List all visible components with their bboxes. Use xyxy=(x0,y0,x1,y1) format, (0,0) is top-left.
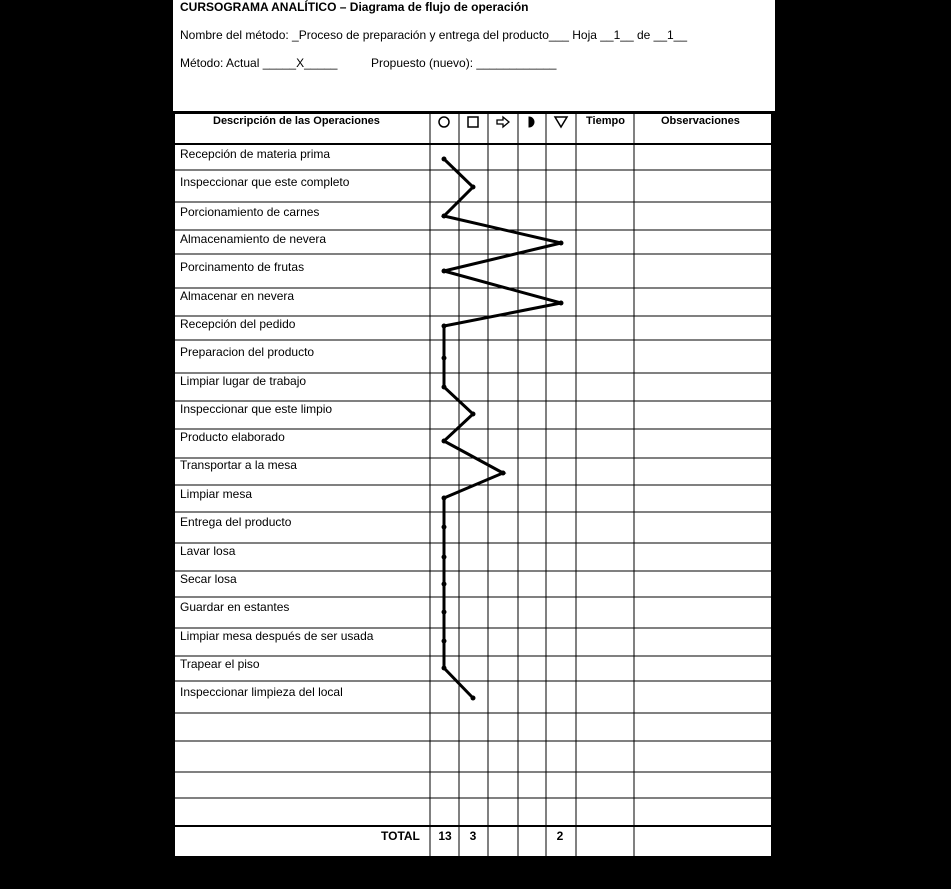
flow-point xyxy=(471,412,476,417)
operation-row-label: Porcinamento de frutas xyxy=(180,260,305,274)
flow-point xyxy=(442,525,447,530)
flow-point xyxy=(442,385,447,390)
flow-point xyxy=(471,185,476,190)
operation-row-label: Porcionamiento de carnes xyxy=(180,205,320,219)
column-header-time: Tiempo xyxy=(586,115,625,127)
operation-row-label: Entrega del producto xyxy=(180,515,292,529)
operation-row-label: Preparacion del producto xyxy=(180,345,315,359)
operation-row-label: Guardar en estantes xyxy=(180,600,290,614)
flow-point xyxy=(559,301,564,306)
page-title: CURSOGRAMA ANALÍTICO – Diagrama de flujo de operación xyxy=(180,0,529,14)
flow-point xyxy=(442,555,447,560)
flow-point xyxy=(442,639,447,644)
triangle-down-icon xyxy=(555,117,567,127)
operation-row-label: Inspeccionar que este completo xyxy=(180,175,350,189)
column-header-description: Descripción de las Operaciones xyxy=(213,115,380,127)
flow-point xyxy=(442,610,447,615)
operation-row-label: Secar losa xyxy=(180,572,237,586)
operations-table xyxy=(173,112,773,858)
operation-row-label: Transportar a la mesa xyxy=(180,458,297,472)
flow-point xyxy=(442,157,447,162)
operation-row-label: Almacenamiento de nevera xyxy=(180,232,327,246)
operation-row-label: Limpiar lugar de trabajo xyxy=(180,374,307,388)
operation-row-label: Almacenar en nevera xyxy=(180,289,295,303)
flow-point xyxy=(442,496,447,501)
table-grid xyxy=(173,112,773,858)
square-icon xyxy=(468,117,478,127)
operation-row-label: Inspeccionar que este limpio xyxy=(180,402,333,416)
method-status: Método: Actual _____X_____ xyxy=(180,56,338,70)
operation-row-label: Limpiar mesa xyxy=(180,487,253,501)
flow-point xyxy=(471,696,476,701)
arrow-right-icon xyxy=(497,117,509,127)
flow-point xyxy=(501,471,506,476)
column-header-observations: Observaciones xyxy=(661,115,740,127)
operation-row-label: Trapear el piso xyxy=(180,657,260,671)
operation-row-label: Limpiar mesa después de ser usada xyxy=(180,629,374,643)
operation-row-label: Recepción de materia prima xyxy=(180,147,331,161)
operation-row-label: Recepción del pedido xyxy=(180,317,296,331)
sheet-header xyxy=(173,0,775,111)
flow-point xyxy=(442,582,447,587)
flow-point xyxy=(442,214,447,219)
total-storage: 2 xyxy=(556,829,564,843)
method-name-line: Nombre del método: _Proceso de preparación y entrega del producto___ Hoja __1__ de __1__ xyxy=(180,28,688,42)
total-operation: 13 xyxy=(438,829,452,843)
operation-row-label: Inspeccionar limpieza del local xyxy=(180,685,343,699)
method-proposed: Propuesto (nuevo): ____________ xyxy=(371,56,557,70)
total-label: TOTAL xyxy=(381,829,420,843)
flow-point xyxy=(442,324,447,329)
operation-row-label: Producto elaborado xyxy=(180,430,285,444)
flow-point xyxy=(442,356,447,361)
flow-point xyxy=(559,241,564,246)
operation-row-label: Lavar losa xyxy=(180,544,236,558)
flow-point xyxy=(442,269,447,274)
total-inspection: 3 xyxy=(469,829,477,843)
circle-icon xyxy=(439,117,449,127)
flow-point xyxy=(442,439,447,444)
flow-point xyxy=(442,666,447,671)
d-shape-icon xyxy=(529,117,534,127)
